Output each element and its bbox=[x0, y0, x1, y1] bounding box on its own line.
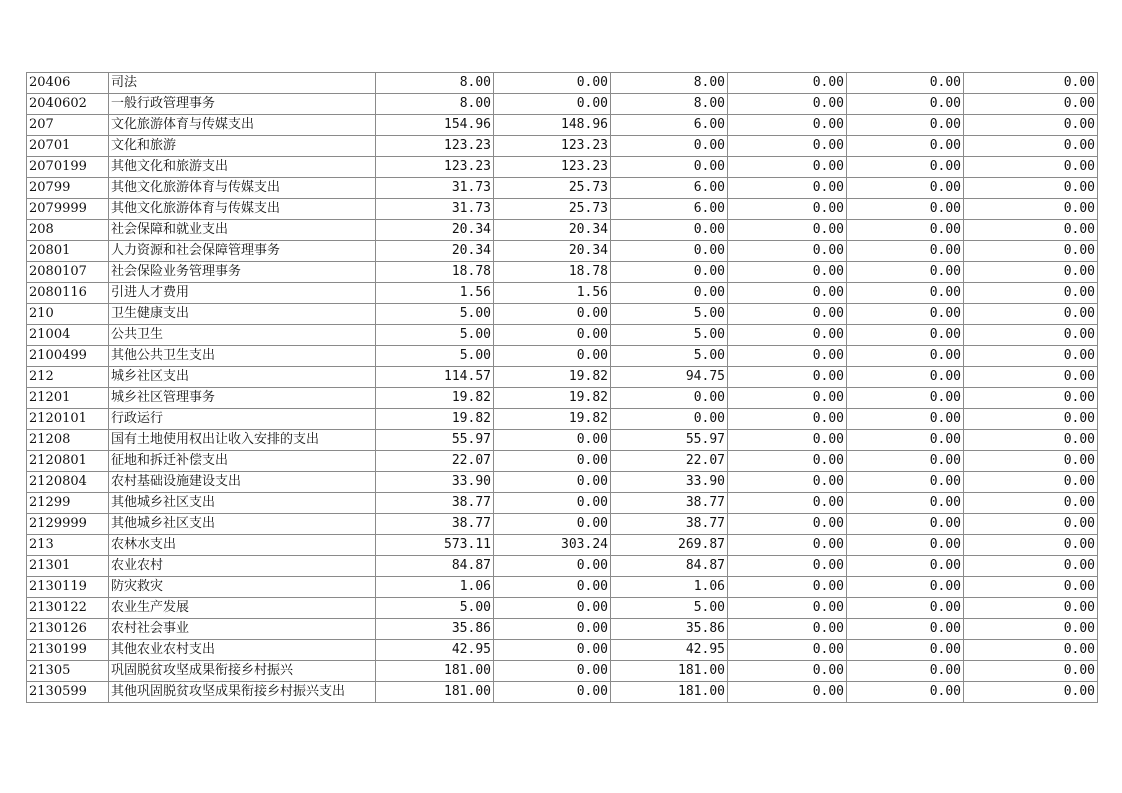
basic-cell: 148.96 bbox=[494, 115, 611, 136]
basic-cell: 0.00 bbox=[494, 94, 611, 115]
basic-cell: 19.82 bbox=[494, 409, 611, 430]
project-cell: 38.77 bbox=[611, 514, 728, 535]
code-cell: 207 bbox=[27, 115, 109, 136]
col8-cell: 0.00 bbox=[964, 493, 1098, 514]
total-cell: 22.07 bbox=[376, 451, 494, 472]
col7-cell: 0.00 bbox=[847, 430, 964, 451]
project-cell: 6.00 bbox=[611, 199, 728, 220]
col8-cell: 0.00 bbox=[964, 367, 1098, 388]
project-cell: 6.00 bbox=[611, 115, 728, 136]
col6-cell: 0.00 bbox=[728, 199, 847, 220]
table-row bbox=[27, 325, 1098, 346]
col8-cell: 0.00 bbox=[964, 136, 1098, 157]
table-row bbox=[27, 451, 1098, 472]
project-cell: 55.97 bbox=[611, 430, 728, 451]
name-cell: 防灾救灾 bbox=[109, 577, 376, 598]
total-cell: 55.97 bbox=[376, 430, 494, 451]
name-cell: 其他巩固脱贫攻坚成果衔接乡村振兴支出 bbox=[109, 682, 376, 703]
basic-cell: 0.00 bbox=[494, 430, 611, 451]
table-row bbox=[27, 304, 1098, 325]
col6-cell: 0.00 bbox=[728, 619, 847, 640]
code-cell: 208 bbox=[27, 220, 109, 241]
total-cell: 181.00 bbox=[376, 661, 494, 682]
col6-cell: 0.00 bbox=[728, 262, 847, 283]
col6-cell: 0.00 bbox=[728, 94, 847, 115]
name-cell: 农业农村 bbox=[109, 556, 376, 577]
project-cell: 0.00 bbox=[611, 409, 728, 430]
total-cell: 31.73 bbox=[376, 178, 494, 199]
table-row bbox=[27, 556, 1098, 577]
total-cell: 38.77 bbox=[376, 514, 494, 535]
project-cell: 84.87 bbox=[611, 556, 728, 577]
col6-cell: 0.00 bbox=[728, 367, 847, 388]
table-row bbox=[27, 367, 1098, 388]
code-cell: 2130119 bbox=[27, 577, 109, 598]
basic-cell: 0.00 bbox=[494, 346, 611, 367]
code-cell: 21201 bbox=[27, 388, 109, 409]
col6-cell: 0.00 bbox=[728, 661, 847, 682]
basic-cell: 123.23 bbox=[494, 157, 611, 178]
col6-cell: 0.00 bbox=[728, 409, 847, 430]
col7-cell: 0.00 bbox=[847, 262, 964, 283]
table-row bbox=[27, 535, 1098, 556]
name-cell: 其他城乡社区支出 bbox=[109, 493, 376, 514]
project-cell: 5.00 bbox=[611, 346, 728, 367]
name-cell: 文化和旅游 bbox=[109, 136, 376, 157]
code-cell: 2070199 bbox=[27, 157, 109, 178]
name-cell: 其他文化旅游体育与传媒支出 bbox=[109, 199, 376, 220]
total-cell: 5.00 bbox=[376, 346, 494, 367]
project-cell: 8.00 bbox=[611, 94, 728, 115]
name-cell: 其他文化和旅游支出 bbox=[109, 157, 376, 178]
col6-cell: 0.00 bbox=[728, 451, 847, 472]
col6-cell: 0.00 bbox=[728, 157, 847, 178]
basic-cell: 0.00 bbox=[494, 577, 611, 598]
basic-cell: 20.34 bbox=[494, 220, 611, 241]
table-row bbox=[27, 388, 1098, 409]
basic-cell: 25.73 bbox=[494, 199, 611, 220]
code-cell: 21301 bbox=[27, 556, 109, 577]
table-row bbox=[27, 178, 1098, 199]
basic-cell: 0.00 bbox=[494, 682, 611, 703]
basic-cell: 0.00 bbox=[494, 598, 611, 619]
project-cell: 6.00 bbox=[611, 178, 728, 199]
col6-cell: 0.00 bbox=[728, 472, 847, 493]
code-cell: 2120101 bbox=[27, 409, 109, 430]
col7-cell: 0.00 bbox=[847, 73, 964, 94]
code-cell: 20406 bbox=[27, 73, 109, 94]
name-cell: 人力资源和社会保障管理事务 bbox=[109, 241, 376, 262]
project-cell: 0.00 bbox=[611, 388, 728, 409]
basic-cell: 0.00 bbox=[494, 619, 611, 640]
project-cell: 38.77 bbox=[611, 493, 728, 514]
col8-cell: 0.00 bbox=[964, 346, 1098, 367]
col6-cell: 0.00 bbox=[728, 73, 847, 94]
code-cell: 2120801 bbox=[27, 451, 109, 472]
project-cell: 0.00 bbox=[611, 262, 728, 283]
col8-cell: 0.00 bbox=[964, 220, 1098, 241]
table-row bbox=[27, 73, 1098, 94]
project-cell: 0.00 bbox=[611, 241, 728, 262]
name-cell: 其他公共卫生支出 bbox=[109, 346, 376, 367]
col8-cell: 0.00 bbox=[964, 451, 1098, 472]
col7-cell: 0.00 bbox=[847, 535, 964, 556]
code-cell: 2080116 bbox=[27, 283, 109, 304]
name-cell: 其他城乡社区支出 bbox=[109, 514, 376, 535]
total-cell: 35.86 bbox=[376, 619, 494, 640]
col6-cell: 0.00 bbox=[728, 136, 847, 157]
total-cell: 181.00 bbox=[376, 682, 494, 703]
col6-cell: 0.00 bbox=[728, 304, 847, 325]
project-cell: 8.00 bbox=[611, 73, 728, 94]
basic-cell: 303.24 bbox=[494, 535, 611, 556]
total-cell: 31.73 bbox=[376, 199, 494, 220]
basic-cell: 0.00 bbox=[494, 493, 611, 514]
col8-cell: 0.00 bbox=[964, 115, 1098, 136]
col8-cell: 0.00 bbox=[964, 535, 1098, 556]
table-row bbox=[27, 430, 1098, 451]
table-row bbox=[27, 94, 1098, 115]
code-cell: 2130199 bbox=[27, 640, 109, 661]
col8-cell: 0.00 bbox=[964, 472, 1098, 493]
col7-cell: 0.00 bbox=[847, 409, 964, 430]
col7-cell: 0.00 bbox=[847, 682, 964, 703]
col7-cell: 0.00 bbox=[847, 451, 964, 472]
col7-cell: 0.00 bbox=[847, 346, 964, 367]
code-cell: 2040602 bbox=[27, 94, 109, 115]
col6-cell: 0.00 bbox=[728, 640, 847, 661]
col8-cell: 0.00 bbox=[964, 94, 1098, 115]
col7-cell: 0.00 bbox=[847, 640, 964, 661]
total-cell: 33.90 bbox=[376, 472, 494, 493]
name-cell: 卫生健康支出 bbox=[109, 304, 376, 325]
table-row bbox=[27, 409, 1098, 430]
col7-cell: 0.00 bbox=[847, 304, 964, 325]
name-cell: 农业生产发展 bbox=[109, 598, 376, 619]
col7-cell: 0.00 bbox=[847, 325, 964, 346]
project-cell: 42.95 bbox=[611, 640, 728, 661]
code-cell: 20801 bbox=[27, 241, 109, 262]
col8-cell: 0.00 bbox=[964, 430, 1098, 451]
basic-cell: 19.82 bbox=[494, 388, 611, 409]
col6-cell: 0.00 bbox=[728, 556, 847, 577]
basic-cell: 18.78 bbox=[494, 262, 611, 283]
col7-cell: 0.00 bbox=[847, 115, 964, 136]
name-cell: 社会保险业务管理事务 bbox=[109, 262, 376, 283]
col7-cell: 0.00 bbox=[847, 241, 964, 262]
table-row bbox=[27, 472, 1098, 493]
table-row bbox=[27, 115, 1098, 136]
project-cell: 181.00 bbox=[611, 682, 728, 703]
col6-cell: 0.00 bbox=[728, 682, 847, 703]
table-row bbox=[27, 493, 1098, 514]
table-row bbox=[27, 640, 1098, 661]
total-cell: 8.00 bbox=[376, 73, 494, 94]
code-cell: 20701 bbox=[27, 136, 109, 157]
code-cell: 21299 bbox=[27, 493, 109, 514]
col8-cell: 0.00 bbox=[964, 661, 1098, 682]
project-cell: 35.86 bbox=[611, 619, 728, 640]
code-cell: 2130122 bbox=[27, 598, 109, 619]
total-cell: 18.78 bbox=[376, 262, 494, 283]
basic-cell: 19.82 bbox=[494, 367, 611, 388]
col8-cell: 0.00 bbox=[964, 199, 1098, 220]
total-cell: 38.77 bbox=[376, 493, 494, 514]
col7-cell: 0.00 bbox=[847, 493, 964, 514]
basic-cell: 0.00 bbox=[494, 472, 611, 493]
total-cell: 42.95 bbox=[376, 640, 494, 661]
col6-cell: 0.00 bbox=[728, 598, 847, 619]
project-cell: 5.00 bbox=[611, 598, 728, 619]
col8-cell: 0.00 bbox=[964, 409, 1098, 430]
col8-cell: 0.00 bbox=[964, 325, 1098, 346]
name-cell: 城乡社区支出 bbox=[109, 367, 376, 388]
code-cell: 21305 bbox=[27, 661, 109, 682]
col6-cell: 0.00 bbox=[728, 388, 847, 409]
table-row bbox=[27, 157, 1098, 178]
budget-table bbox=[26, 72, 1098, 703]
col7-cell: 0.00 bbox=[847, 514, 964, 535]
col8-cell: 0.00 bbox=[964, 577, 1098, 598]
table-row bbox=[27, 619, 1098, 640]
basic-cell: 0.00 bbox=[494, 640, 611, 661]
col7-cell: 0.00 bbox=[847, 283, 964, 304]
basic-cell: 0.00 bbox=[494, 451, 611, 472]
code-cell: 213 bbox=[27, 535, 109, 556]
col8-cell: 0.00 bbox=[964, 73, 1098, 94]
table-body bbox=[27, 73, 1098, 703]
col6-cell: 0.00 bbox=[728, 535, 847, 556]
table-row bbox=[27, 283, 1098, 304]
total-cell: 5.00 bbox=[376, 325, 494, 346]
table-row bbox=[27, 346, 1098, 367]
basic-cell: 0.00 bbox=[494, 661, 611, 682]
table-row bbox=[27, 661, 1098, 682]
name-cell: 司法 bbox=[109, 73, 376, 94]
col7-cell: 0.00 bbox=[847, 157, 964, 178]
col8-cell: 0.00 bbox=[964, 241, 1098, 262]
col7-cell: 0.00 bbox=[847, 556, 964, 577]
project-cell: 94.75 bbox=[611, 367, 728, 388]
code-cell: 2079999 bbox=[27, 199, 109, 220]
code-cell: 2100499 bbox=[27, 346, 109, 367]
col7-cell: 0.00 bbox=[847, 199, 964, 220]
table-row bbox=[27, 577, 1098, 598]
project-cell: 0.00 bbox=[611, 220, 728, 241]
col7-cell: 0.00 bbox=[847, 598, 964, 619]
basic-cell: 0.00 bbox=[494, 304, 611, 325]
project-cell: 0.00 bbox=[611, 157, 728, 178]
total-cell: 123.23 bbox=[376, 157, 494, 178]
name-cell: 社会保障和就业支出 bbox=[109, 220, 376, 241]
name-cell: 农村基础设施建设支出 bbox=[109, 472, 376, 493]
total-cell: 573.11 bbox=[376, 535, 494, 556]
basic-cell: 25.73 bbox=[494, 178, 611, 199]
project-cell: 5.00 bbox=[611, 304, 728, 325]
col6-cell: 0.00 bbox=[728, 283, 847, 304]
col6-cell: 0.00 bbox=[728, 325, 847, 346]
project-cell: 181.00 bbox=[611, 661, 728, 682]
name-cell: 一般行政管理事务 bbox=[109, 94, 376, 115]
col8-cell: 0.00 bbox=[964, 283, 1098, 304]
col8-cell: 0.00 bbox=[964, 262, 1098, 283]
project-cell: 33.90 bbox=[611, 472, 728, 493]
project-cell: 0.00 bbox=[611, 136, 728, 157]
total-cell: 1.56 bbox=[376, 283, 494, 304]
col8-cell: 0.00 bbox=[964, 178, 1098, 199]
name-cell: 国有土地使用权出让收入安排的支出 bbox=[109, 430, 376, 451]
basic-cell: 123.23 bbox=[494, 136, 611, 157]
basic-cell: 0.00 bbox=[494, 514, 611, 535]
col7-cell: 0.00 bbox=[847, 178, 964, 199]
table-row bbox=[27, 682, 1098, 703]
total-cell: 84.87 bbox=[376, 556, 494, 577]
code-cell: 2080107 bbox=[27, 262, 109, 283]
project-cell: 5.00 bbox=[611, 325, 728, 346]
name-cell: 其他文化旅游体育与传媒支出 bbox=[109, 178, 376, 199]
total-cell: 5.00 bbox=[376, 598, 494, 619]
total-cell: 123.23 bbox=[376, 136, 494, 157]
code-cell: 2129999 bbox=[27, 514, 109, 535]
total-cell: 19.82 bbox=[376, 409, 494, 430]
total-cell: 20.34 bbox=[376, 220, 494, 241]
col7-cell: 0.00 bbox=[847, 94, 964, 115]
code-cell: 210 bbox=[27, 304, 109, 325]
col8-cell: 0.00 bbox=[964, 157, 1098, 178]
col8-cell: 0.00 bbox=[964, 388, 1098, 409]
project-cell: 22.07 bbox=[611, 451, 728, 472]
basic-cell: 0.00 bbox=[494, 73, 611, 94]
total-cell: 19.82 bbox=[376, 388, 494, 409]
total-cell: 8.00 bbox=[376, 94, 494, 115]
basic-cell: 0.00 bbox=[494, 556, 611, 577]
col8-cell: 0.00 bbox=[964, 619, 1098, 640]
total-cell: 154.96 bbox=[376, 115, 494, 136]
basic-cell: 20.34 bbox=[494, 241, 611, 262]
name-cell: 其他农业农村支出 bbox=[109, 640, 376, 661]
name-cell: 农林水支出 bbox=[109, 535, 376, 556]
project-cell: 1.06 bbox=[611, 577, 728, 598]
name-cell: 征地和拆迁补偿支出 bbox=[109, 451, 376, 472]
code-cell: 21208 bbox=[27, 430, 109, 451]
code-cell: 21004 bbox=[27, 325, 109, 346]
col6-cell: 0.00 bbox=[728, 346, 847, 367]
name-cell: 巩固脱贫攻坚成果衔接乡村振兴 bbox=[109, 661, 376, 682]
col7-cell: 0.00 bbox=[847, 220, 964, 241]
col7-cell: 0.00 bbox=[847, 472, 964, 493]
table-row bbox=[27, 241, 1098, 262]
col6-cell: 0.00 bbox=[728, 493, 847, 514]
basic-cell: 1.56 bbox=[494, 283, 611, 304]
name-cell: 行政运行 bbox=[109, 409, 376, 430]
col6-cell: 0.00 bbox=[728, 514, 847, 535]
col8-cell: 0.00 bbox=[964, 682, 1098, 703]
col7-cell: 0.00 bbox=[847, 388, 964, 409]
table-row bbox=[27, 598, 1098, 619]
col6-cell: 0.00 bbox=[728, 430, 847, 451]
project-cell: 0.00 bbox=[611, 283, 728, 304]
name-cell: 城乡社区管理事务 bbox=[109, 388, 376, 409]
col8-cell: 0.00 bbox=[964, 304, 1098, 325]
code-cell: 2120804 bbox=[27, 472, 109, 493]
table-row bbox=[27, 136, 1098, 157]
col6-cell: 0.00 bbox=[728, 178, 847, 199]
table-row bbox=[27, 199, 1098, 220]
col6-cell: 0.00 bbox=[728, 241, 847, 262]
col7-cell: 0.00 bbox=[847, 367, 964, 388]
col8-cell: 0.00 bbox=[964, 598, 1098, 619]
col6-cell: 0.00 bbox=[728, 220, 847, 241]
col7-cell: 0.00 bbox=[847, 661, 964, 682]
code-cell: 2130599 bbox=[27, 682, 109, 703]
name-cell: 引进人才费用 bbox=[109, 283, 376, 304]
total-cell: 5.00 bbox=[376, 304, 494, 325]
table-row bbox=[27, 220, 1098, 241]
col7-cell: 0.00 bbox=[847, 577, 964, 598]
table-row bbox=[27, 514, 1098, 535]
col8-cell: 0.00 bbox=[964, 556, 1098, 577]
col8-cell: 0.00 bbox=[964, 514, 1098, 535]
name-cell: 文化旅游体育与传媒支出 bbox=[109, 115, 376, 136]
code-cell: 20799 bbox=[27, 178, 109, 199]
col7-cell: 0.00 bbox=[847, 619, 964, 640]
col6-cell: 0.00 bbox=[728, 115, 847, 136]
col6-cell: 0.00 bbox=[728, 577, 847, 598]
name-cell: 公共卫生 bbox=[109, 325, 376, 346]
project-cell: 269.87 bbox=[611, 535, 728, 556]
total-cell: 1.06 bbox=[376, 577, 494, 598]
total-cell: 114.57 bbox=[376, 367, 494, 388]
col8-cell: 0.00 bbox=[964, 640, 1098, 661]
col7-cell: 0.00 bbox=[847, 136, 964, 157]
total-cell: 20.34 bbox=[376, 241, 494, 262]
table-row bbox=[27, 262, 1098, 283]
name-cell: 农村社会事业 bbox=[109, 619, 376, 640]
code-cell: 2130126 bbox=[27, 619, 109, 640]
basic-cell: 0.00 bbox=[494, 325, 611, 346]
code-cell: 212 bbox=[27, 367, 109, 388]
